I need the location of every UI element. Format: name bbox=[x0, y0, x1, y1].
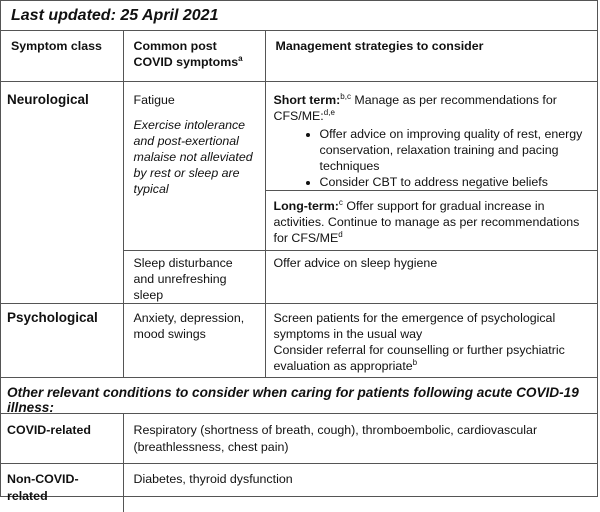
fatigue-cell bbox=[123, 81, 265, 250]
table-header-row bbox=[1, 31, 597, 81]
table-row bbox=[1, 414, 597, 464]
short-term-cell bbox=[265, 81, 597, 190]
short-term-text: Short term:$^{b,c}$ Manage as per recommendations for CFS/ME:$^{d,e}$ bbox=[273, 91, 557, 123]
psychological-label: Psychological bbox=[7, 309, 98, 325]
psychological-mgmt-line-1: Screen patients for the emergence of psychological symptoms in the usual way bbox=[273, 310, 556, 341]
header-symptom-class: Symptom class bbox=[1, 31, 123, 81]
covid-related-label: COVID-related bbox=[1, 414, 123, 464]
table-row bbox=[1, 464, 597, 512]
psychological-mgmt-cell bbox=[265, 303, 597, 377]
last-updated: Last updated: 25 April 2021 bbox=[1, 1, 597, 31]
fatigue-note: Exercise intolerance and post-exertional malaise not alleviated by rest or sleep are typical bbox=[133, 117, 253, 196]
list-item: • Offer advice on improving quality of rest, energy conservation, relaxation training and pacing techniques bbox=[320, 126, 590, 174]
list-item: • Consider CBT to address negative beliefs bbox=[320, 174, 590, 190]
non-covid-related-label: Non-COVID-related bbox=[1, 464, 123, 512]
short-term-list bbox=[274, 126, 590, 190]
other-conditions-heading: Other relevant conditions to consider when caring for patients following acute COVID-19 illness: bbox=[1, 377, 597, 413]
table-row bbox=[1, 81, 597, 190]
covid-related-text: Respiratory (shortness of breath, cough), thromboembolic, cardiovascular (breathlessness, chest pain) bbox=[123, 414, 597, 464]
header-management: Management strategies to consider bbox=[265, 31, 597, 81]
non-covid-related-text: Diabetes, thyroid dysfunction bbox=[123, 464, 597, 512]
neurological-class-cell bbox=[1, 81, 123, 303]
table-row bbox=[1, 303, 597, 377]
symptom-management-table bbox=[1, 31, 597, 377]
long-term-cell: Long-term:$^c$ Offer support for gradual increase in activities. Continue to manage as per recommendations for CFS/$ME^d$ bbox=[265, 190, 597, 250]
other-conditions-table bbox=[1, 413, 597, 512]
sleep-cell: Sleep disturbance and unrefreshing sleep bbox=[123, 250, 265, 303]
psychological-class-cell bbox=[1, 303, 123, 377]
psychological-symptoms-cell: Anxiety, depression, mood swings bbox=[123, 303, 265, 377]
neurological-label: Neurological bbox=[7, 91, 89, 107]
psychological-mgmt-line-2: Consider referral for counselling or further psychiatric evaluation as appropriate$^b$ bbox=[273, 342, 565, 373]
fatigue-label: Fatigue bbox=[133, 92, 175, 107]
header-common-symptoms: Common post COVID symptoms$^a$ bbox=[123, 31, 265, 81]
sleep-mgmt-cell: Offer advice on sleep hygiene bbox=[265, 250, 597, 303]
